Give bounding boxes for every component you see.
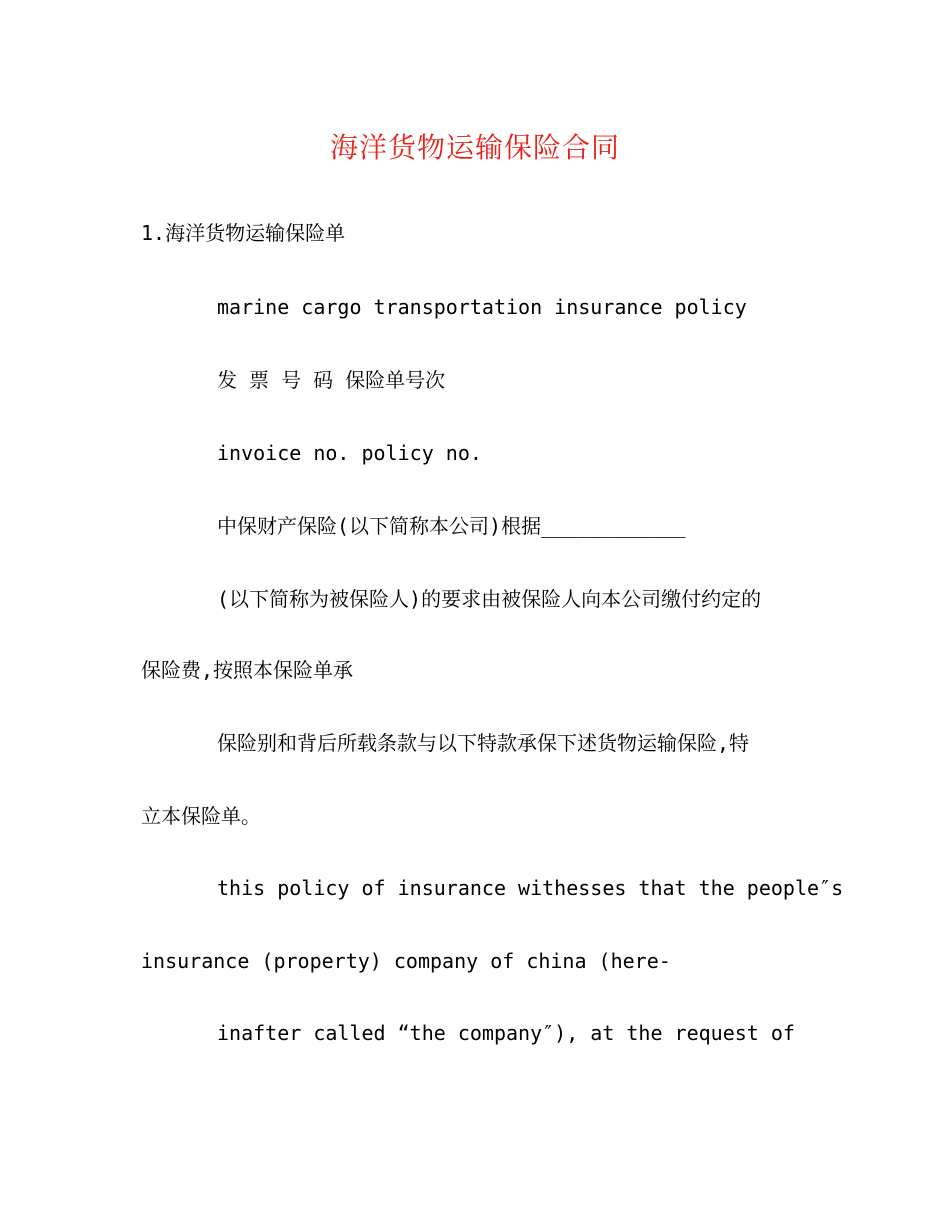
policy-english-title: marine cargo transportation insurance policy — [217, 295, 747, 319]
section-heading: 1.海洋货物运输保险单 — [141, 221, 346, 245]
invoice-policy-labels-en: invoice no. policy no. — [217, 441, 482, 465]
paragraph-line: insurance (property) company of china (here- — [141, 949, 671, 973]
document-title: 海洋货物运输保险合同 — [329, 131, 620, 164]
paragraph-line: 中保财产保险(以下简称本公司)根据____________ — [217, 514, 686, 538]
paragraph-line: this policy of insurance withesses that the people″s — [217, 876, 844, 900]
paragraph-line: 保险费,按照本保险单承 — [141, 658, 354, 682]
paragraph-line: (以下简称为被保险人)的要求由被保险人向本公司缴付约定的 — [217, 587, 762, 611]
paragraph-line: inafter called “the company″), at the request of — [217, 1021, 795, 1045]
invoice-policy-labels-cn: 发 票 号 码 保险单号次 — [217, 368, 446, 392]
paragraph-line: 保险别和背后所载条款与以下特款承保下述货物运输保险,特 — [217, 731, 750, 755]
paragraph-line: 立本保险单。 — [141, 804, 261, 828]
